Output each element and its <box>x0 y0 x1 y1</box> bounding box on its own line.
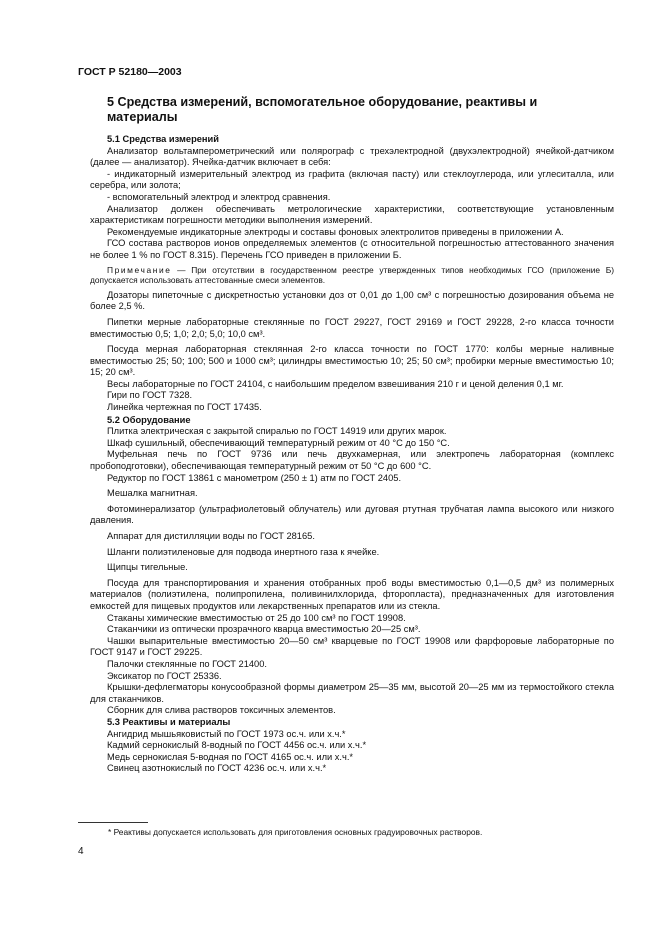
paragraph: Аппарат для дистилляции воды по ГОСТ 28165. <box>107 531 315 541</box>
footnote: * Реактивы допускается использовать для приготовления основных градуировочных растворов. <box>108 827 483 837</box>
paragraph: ГСО состава растворов ионов определяемых элементов (с относительной погрешностью аттестованного значения не более 1 % по ГОСТ 8.315). Перечень ГСО приведен в приложении Б. <box>90 238 614 260</box>
paragraph: Весы лабораторные по ГОСТ 24104, с наибольшим пределом взвешивания 210 г и ценой деления 0,1 мг. <box>107 378 564 389</box>
paragraph: Дозаторы пипеточные с дискретностью установки доз от 0,01 до 1,00 см³ с погрешностью дозирования объема не более 2,5 %. <box>90 289 614 312</box>
paragraph: Эксикатор по ГОСТ 25336. <box>107 670 222 681</box>
subsection-heading: 5.1 Средства измерений <box>107 134 219 144</box>
paragraph: Гири по ГОСТ 7328. <box>107 390 193 401</box>
paragraph: Щипцы тигельные. <box>107 562 188 573</box>
list-item: Ангидрид мышьяковистый по ГОСТ 1973 ос.ч. или х.ч.* <box>107 728 346 739</box>
paragraph: Шкаф сушильный, обеспечивающий температурный режим от 40 °С до 150 °С. <box>107 437 450 448</box>
section-title: 5 Средства измерений, вспомогательное оборудование, реактивы и материалы <box>107 95 538 124</box>
paragraph: Анализатор вольтамперометрический или полярограф с трехэлектродной (двухэлектродной) ячейкой-датчиком (далее — анализатор). Ячейка-датчик включает в себя: <box>90 145 614 168</box>
paragraph: Палочки стеклянные по ГОСТ 21400. <box>107 658 267 669</box>
note-label: Примечание <box>107 264 172 275</box>
page-number: 4 <box>78 846 84 857</box>
subsection-heading: 5.2 Оборудование <box>107 414 191 425</box>
paragraph: Плитка электрическая с закрытой спиралью по ГОСТ 14919 или других марок. <box>107 426 447 437</box>
paragraph: Линейка чертежная по ГОСТ 17435. <box>107 402 262 413</box>
paragraph: Стаканчики из оптически прозрачного кварца вместимостью 20—25 см³. <box>107 624 421 635</box>
subsection-heading: 5.3 Реактивы и материалы <box>107 716 231 727</box>
paragraph: Крышки-дефлегматоры конусообразной формы диаметром 25—35 мм, высотой 20—25 мм из термостойкого стекла для стаканчиков. <box>90 682 614 704</box>
paragraph: Сборник для слива растворов токсичных элементов. <box>107 705 336 716</box>
paragraph: Посуда для транспортирования и хранения отобранных проб воды вместимостью 0,1—0,5 дм³ из полимерных материалов (полиэтилена, полипропилена, поливинилхлорида, фторопласта), предназначенных для изготовления емкостей для пищевых продуктов или лекарственных препаратов или из стекла. <box>90 577 614 611</box>
list-item: - вспомогательный электрод и электрод сравнения. <box>107 191 331 202</box>
paragraph: Пипетки мерные лабораторные стеклянные по ГОСТ 29227, ГОСТ 29169 и ГОСТ 29228, 2-го класса точности вместимостью 0,5; 1,0; 2,0; 5,0; 10,0 см³. <box>90 316 614 339</box>
document-header: ГОСТ Р 52180—2003 <box>78 66 182 78</box>
list-item: Кадмий сернокислый 8-водный по ГОСТ 4456 ос.ч. или х.ч.* <box>107 740 367 751</box>
paragraph: Редуктор по ГОСТ 13861 с манометром (250 ± 1) атм по ГОСТ 2405. <box>107 472 402 483</box>
list-item: - индикаторный измерительный электрод из графита (включая пасту) или стеклоуглерода, или углеситалла, или серебра, или золота; <box>90 168 614 191</box>
paragraph: Стаканы химические вместимостью от 25 до 100 см³ по ГОСТ 19908. <box>107 612 406 623</box>
footnote-divider <box>78 822 148 823</box>
note-text: — При отсутствии в государственном реестре утвержденных типов необходимых ГСО (приложение Б) допускается использовать аттестованные смеси элементов. <box>90 264 615 286</box>
paragraph: Муфельная печь по ГОСТ 9736 или печь двухкамерная, или электропечь лабораторная (комплекс пробоподготовки), обеспечивающая температурный режим от 50 °С до 600 °С. <box>90 449 614 472</box>
paragraph: Чашки выпарительные вместимостью 20—50 см³ кварцевые по ГОСТ 19908 или фарфоровые лабораторные по ГОСТ 9147 и ГОСТ 29225. <box>90 635 614 658</box>
list-item: Свинец азотнокислый по ГОСТ 4236 ос.ч. или х.ч.* <box>107 763 327 774</box>
paragraph: Анализатор должен обеспечивать метрологические характеристики, соответствующие установленным характеристикам погрешности методики выполнения измерений. <box>90 203 614 226</box>
paragraph: Рекомендуемые индикаторные электроды и составы фоновых электролитов приведены в приложении А. <box>107 226 564 237</box>
document-body <box>90 134 614 775</box>
list-item: Медь сернокислая 5-водная по ГОСТ 4165 ос.ч. или х.ч.* <box>107 751 354 762</box>
paragraph: Фотоминерализатор (ультрафиолетовый облучатель) или дуговая ртутная трубчатая лампа высокого или низкого давления. <box>90 503 614 526</box>
note <box>90 265 614 286</box>
paragraph: Мешалка магнитная. <box>107 488 198 499</box>
paragraph: Шланги полиэтиленовые для подвода инертного газа к ячейке. <box>107 546 380 557</box>
paragraph: Посуда мерная лабораторная стеклянная 2-го класса точности по ГОСТ 1770: колбы мерные наливные вместимостью 25; 50; 100; 500 и 1000 см³; цилиндры вместимостью 10; 25; 50 см³; пробирки мерные вместимостью 10; 15; 20 см³. <box>90 344 614 378</box>
